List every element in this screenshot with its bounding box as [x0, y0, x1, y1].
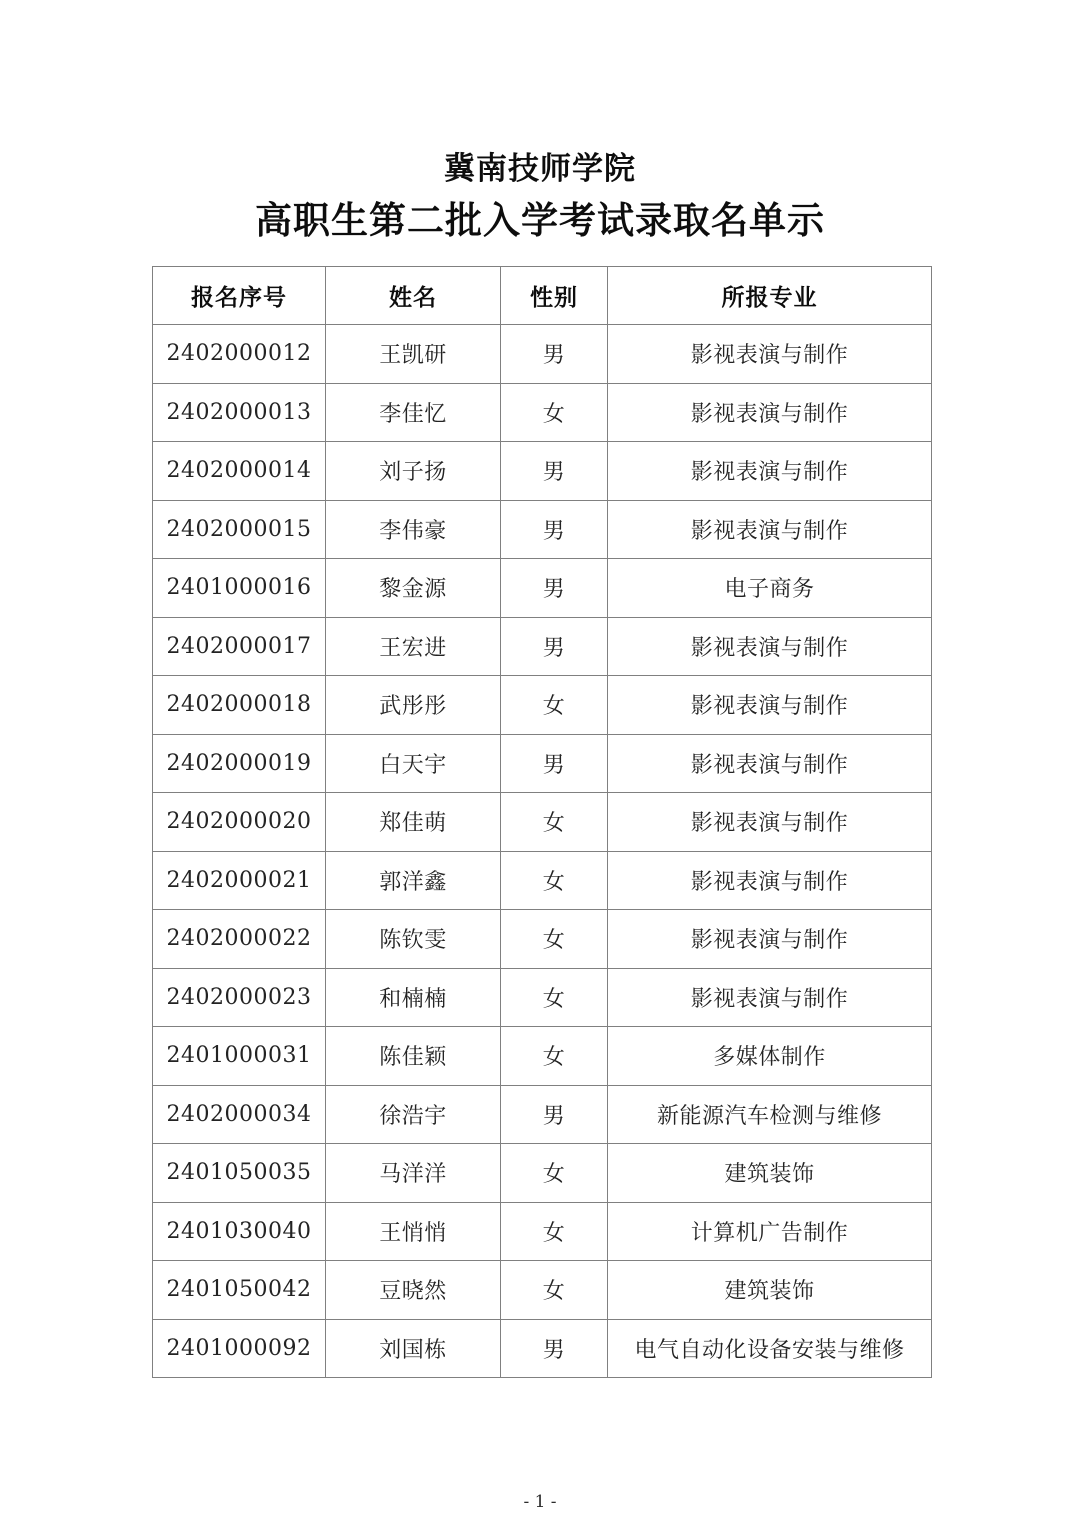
cell-gender: 女 [501, 676, 608, 735]
table-row [153, 442, 932, 501]
column-header-name: 姓名 [326, 267, 501, 325]
cell-gender: 女 [501, 793, 608, 852]
document-title-block [0, 148, 1080, 245]
cell-name: 和楠楠 [326, 968, 501, 1027]
cell-major: 计算机广告制作 [608, 1202, 932, 1261]
cell-gender: 女 [501, 1202, 608, 1261]
cell-name: 马洋洋 [326, 1144, 501, 1203]
cell-registration-id: 2402000021 [153, 851, 326, 910]
table-body [153, 325, 932, 1378]
cell-name: 王悄悄 [326, 1202, 501, 1261]
cell-name: 王凯研 [326, 325, 501, 384]
cell-registration-id: 2402000018 [153, 676, 326, 735]
table-row [153, 1085, 932, 1144]
table-row [153, 851, 932, 910]
cell-gender: 男 [501, 442, 608, 501]
cell-name: 武彤彤 [326, 676, 501, 735]
cell-name: 陈佳颖 [326, 1027, 501, 1086]
cell-registration-id: 2402000019 [153, 734, 326, 793]
table-row [153, 676, 932, 735]
cell-registration-id: 2402000014 [153, 442, 326, 501]
cell-name: 黎金源 [326, 559, 501, 618]
cell-gender: 男 [501, 1319, 608, 1378]
cell-registration-id: 2401050042 [153, 1261, 326, 1320]
cell-name: 白天宇 [326, 734, 501, 793]
table-row [153, 910, 932, 969]
table-row [153, 1202, 932, 1261]
table-header-row [153, 267, 932, 325]
table-row [153, 325, 932, 384]
cell-gender: 女 [501, 1144, 608, 1203]
cell-registration-id: 2402000034 [153, 1085, 326, 1144]
cell-registration-id: 2402000023 [153, 968, 326, 1027]
cell-major: 影视表演与制作 [608, 442, 932, 501]
cell-gender: 男 [501, 1085, 608, 1144]
cell-name: 刘国栋 [326, 1319, 501, 1378]
table-row [153, 1261, 932, 1320]
cell-name: 刘子扬 [326, 442, 501, 501]
cell-registration-id: 2402000020 [153, 793, 326, 852]
cell-major: 影视表演与制作 [608, 383, 932, 442]
cell-name: 李佳忆 [326, 383, 501, 442]
cell-name: 陈钦雯 [326, 910, 501, 969]
cell-registration-id: 2401000092 [153, 1319, 326, 1378]
admission-roster-table [152, 266, 932, 1378]
column-header-major: 所报专业 [608, 267, 932, 325]
cell-gender: 女 [501, 383, 608, 442]
column-header-registration-id: 报名序号 [153, 267, 326, 325]
cell-gender: 男 [501, 325, 608, 384]
table-row [153, 793, 932, 852]
cell-gender: 女 [501, 968, 608, 1027]
table-row [153, 383, 932, 442]
cell-registration-id: 2402000012 [153, 325, 326, 384]
page-number-footer: - 1 - [523, 1492, 557, 1512]
cell-registration-id: 2402000013 [153, 383, 326, 442]
cell-major: 电气自动化设备安装与维修 [608, 1319, 932, 1378]
cell-gender: 女 [501, 1261, 608, 1320]
cell-gender: 女 [501, 1027, 608, 1086]
cell-registration-id: 2401000031 [153, 1027, 326, 1086]
cell-gender: 男 [501, 617, 608, 676]
table-row [153, 1319, 932, 1378]
cell-name: 李伟豪 [326, 500, 501, 559]
table-row [153, 968, 932, 1027]
cell-gender: 男 [501, 559, 608, 618]
cell-gender: 女 [501, 851, 608, 910]
cell-major: 新能源汽车检测与维修 [608, 1085, 932, 1144]
cell-registration-id: 2401000016 [153, 559, 326, 618]
cell-registration-id: 2402000017 [153, 617, 326, 676]
cell-name: 郑佳萌 [326, 793, 501, 852]
cell-gender: 男 [501, 500, 608, 559]
cell-major: 影视表演与制作 [608, 910, 932, 969]
table-row [153, 734, 932, 793]
cell-major: 建筑装饰 [608, 1261, 932, 1320]
cell-major: 影视表演与制作 [608, 676, 932, 735]
table-row [153, 500, 932, 559]
cell-gender: 女 [501, 910, 608, 969]
page-title-subject: 高职生第二批入学考试录取名单示 [255, 198, 825, 242]
cell-major: 影视表演与制作 [608, 617, 932, 676]
table-row [153, 617, 932, 676]
cell-registration-id: 2401030040 [153, 1202, 326, 1261]
cell-major: 影视表演与制作 [608, 734, 932, 793]
cell-major: 影视表演与制作 [608, 968, 932, 1027]
cell-major: 影视表演与制作 [608, 793, 932, 852]
cell-major: 影视表演与制作 [608, 851, 932, 910]
cell-gender: 男 [501, 734, 608, 793]
table-row [153, 559, 932, 618]
cell-major: 电子商务 [608, 559, 932, 618]
admission-roster-table-container [152, 266, 931, 1378]
cell-registration-id: 2402000015 [153, 500, 326, 559]
cell-major: 多媒体制作 [608, 1027, 932, 1086]
cell-major: 影视表演与制作 [608, 325, 932, 384]
cell-registration-id: 2402000022 [153, 910, 326, 969]
page-title-institution: 冀南技师学院 [444, 151, 636, 187]
cell-name: 王宏进 [326, 617, 501, 676]
cell-name: 豆晓然 [326, 1261, 501, 1320]
cell-name: 徐浩宇 [326, 1085, 501, 1144]
cell-registration-id: 2401050035 [153, 1144, 326, 1203]
table-row [153, 1027, 932, 1086]
table-row [153, 1144, 932, 1203]
column-header-gender: 性别 [501, 267, 608, 325]
cell-major: 建筑装饰 [608, 1144, 932, 1203]
table-header [153, 267, 932, 325]
cell-major: 影视表演与制作 [608, 500, 932, 559]
cell-name: 郭洋鑫 [326, 851, 501, 910]
